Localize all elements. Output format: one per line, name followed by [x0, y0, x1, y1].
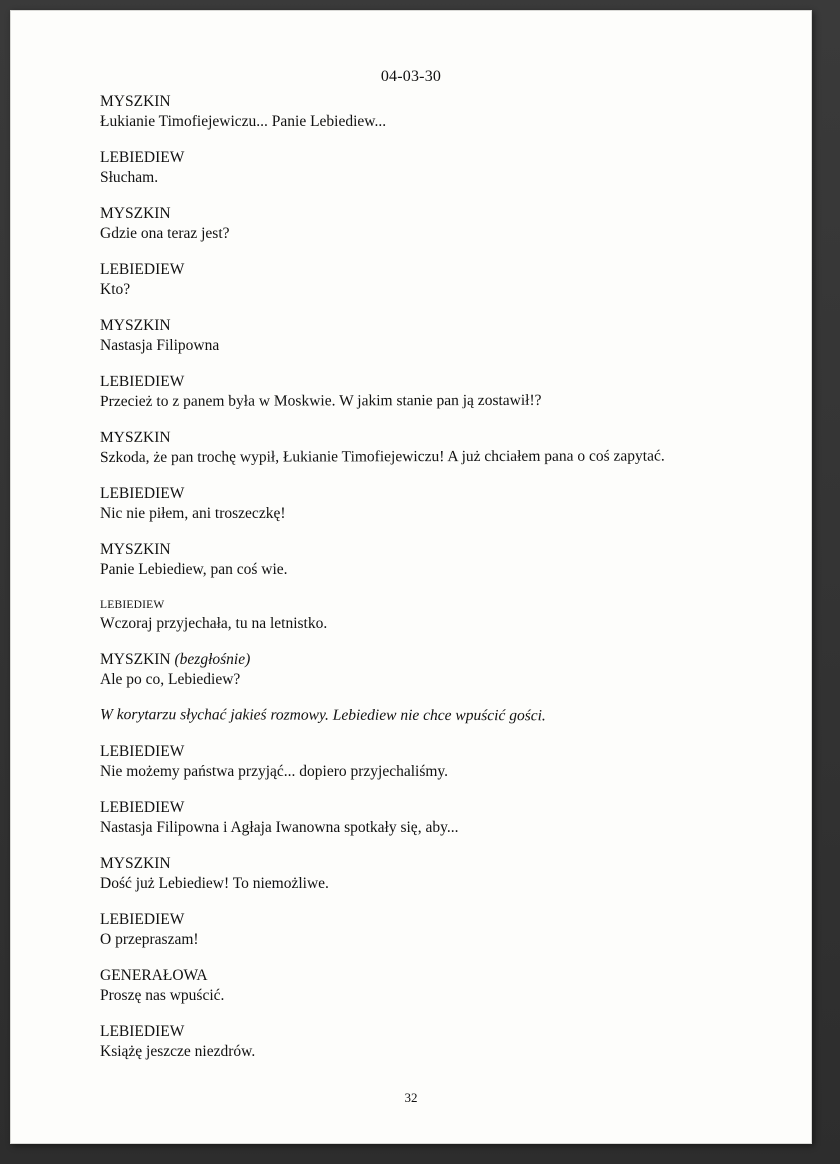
dialogue-block: [100, 204, 800, 244]
dialogue-block: [100, 596, 800, 634]
speaker-name: LEBIEDIEW: [100, 149, 185, 166]
stage-direction: W korytarzu słychać jakieś rozmowy. Lebiediew nie chce wpuścić gości.: [99, 706, 546, 725]
speaker-name: LEBIEDIEW: [100, 743, 185, 760]
speaker-name: LEBIEDIEW: [100, 261, 185, 278]
dialogue-block: [100, 910, 800, 950]
dialogue-line: Przecież to z panem była w Moskwie. W jakim stanie pan ją zostawił!?: [100, 391, 542, 410]
dialogue-line: Dość już Lebiediew! To niemożliwe.: [100, 875, 329, 892]
dialogue-block: [100, 540, 800, 580]
speaker-name: LEBIEDIEW: [100, 599, 165, 611]
speaker-label: MYSZKIN: [100, 651, 171, 668]
dialogue-block: [100, 650, 800, 690]
dialogue-line: Ale po co, Lebiediew?: [100, 671, 241, 688]
dialogue-line: Wczoraj przyjechała, tu na letnistko.: [100, 615, 328, 632]
dialogue-line: Szkoda, że pan trochę wypił, Łukianie Timofiejewiczu! A już chciałem pana o coś zapytać.: [100, 447, 665, 466]
dialogue-block: [100, 966, 800, 1006]
speaker-name: LEBIEDIEW: [100, 799, 185, 816]
dialogue-line: Nastasja Filipowna: [100, 337, 220, 354]
dialogue-block: [100, 854, 800, 894]
speaker-name: MYSZKIN: [99, 428, 171, 446]
speaker-name: MYSZKIN: [100, 317, 171, 334]
dialogue-block: [100, 742, 800, 782]
dialogue-line: Panie Lebiediew, pan coś wie.: [100, 561, 288, 578]
dialogue-block: [100, 148, 800, 188]
dialogue-block: [100, 260, 800, 300]
dialogue-line: Nie możemy państwa przyjąć... dopiero przyjechaliśmy.: [100, 763, 449, 780]
speaker-name: MYSZKIN: [100, 541, 171, 558]
page-number: 32: [404, 1090, 418, 1105]
speaker-name: MYSZKIN: [100, 93, 171, 110]
speaker-name: LEBIEDIEW: [100, 1023, 185, 1040]
dialogue-block: [100, 798, 800, 838]
dialogue-block: [100, 1022, 800, 1062]
dialogue-line: Nastasja Filipowna i Agłaja Iwanowna spotkały się, aby...: [100, 819, 459, 836]
document-page: [10, 10, 812, 1144]
dialogue-block: [100, 484, 800, 524]
dialogue-line: O przepraszam!: [100, 931, 199, 948]
dialogue-line: Książę jeszcze niezdrów.: [100, 1043, 256, 1060]
dialogue-block: [100, 316, 800, 356]
speaker-name: MYSZKIN: [100, 205, 171, 222]
speaker-name: GENERAŁOWA: [100, 967, 208, 984]
speaker-name: [100, 650, 800, 670]
dialogue-line: Nic nie piłem, ani troszeczkę!: [100, 505, 286, 522]
speaker-name: MYSZKIN: [100, 855, 171, 872]
speaker-name: LEBIEDIEW: [100, 485, 185, 502]
speaker-name: LEBIEDIEW: [100, 911, 185, 928]
dialogue-line: Łukianie Timofiejewiczu... Panie Lebiediew...: [100, 113, 387, 130]
dialogue-line: Słucham.: [100, 169, 159, 186]
page-date: 04-03-30: [380, 68, 442, 85]
dialogue-line: Proszę nas wpuścić.: [100, 987, 225, 1004]
dialogue-block: [100, 92, 800, 132]
dialogue-line: Gdzie ona teraz jest?: [100, 225, 230, 242]
speaker-direction: (bezgłośnie): [174, 651, 251, 668]
script-content: [100, 92, 800, 1078]
speaker-name: LEBIEDIEW: [99, 372, 185, 390]
dialogue-block: [100, 426, 800, 468]
dialogue-block: [100, 370, 800, 412]
dialogue-line: Kto?: [100, 281, 131, 298]
